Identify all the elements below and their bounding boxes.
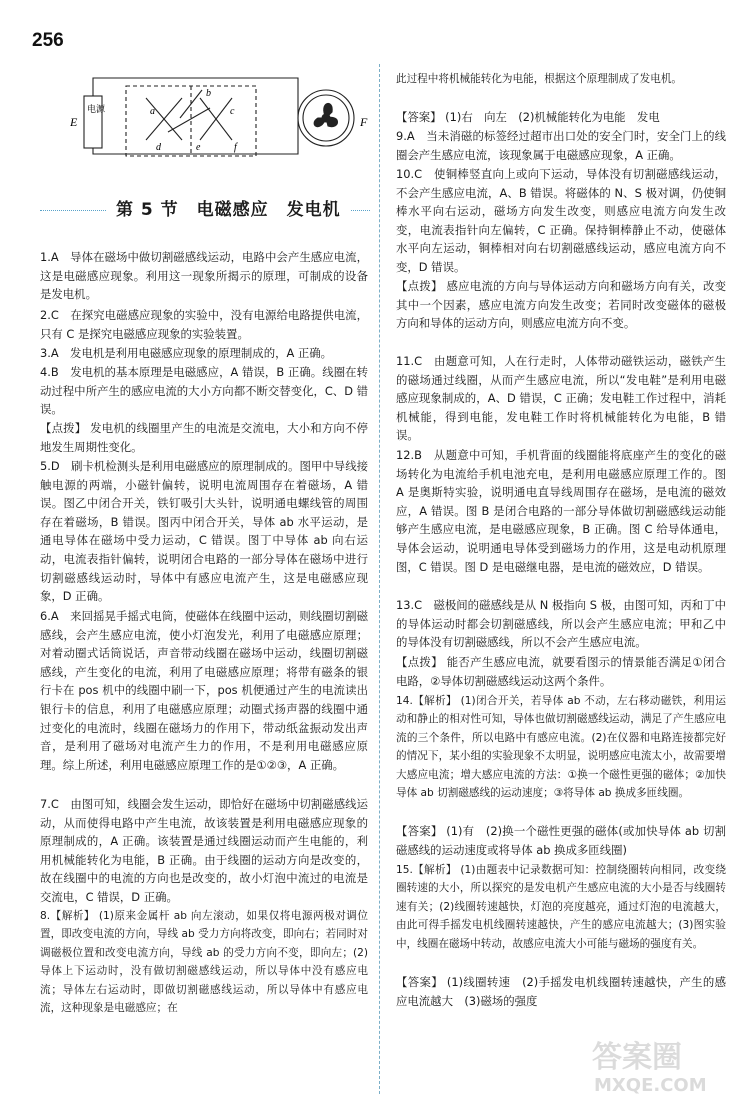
answer-14: 14.【解析】 (1)闭合开关，若导体 ab 不动，左右移动磁铁，利用运动和静止的相对性可知，导体也做切割磁感线运动，满足了产生感应电流的三个条件，所以电路中有感应电流。(2)在仪器和电路连接都完好的情况下，某小组的实验现象不太明显，说明感应电流太小，故需要增大感应电流；增大感应电流的方法：①换一个磁性更强的磁体；②加快导体 ab 切割磁感线的运动速度；③将导体 ab 换成多匝线圈。 (396, 695, 726, 800)
answer-6: 6.A 来回摇晃手摇式电筒，使磁体在线圈中运动，则线圈切割磁感线，会产生感应电流，使小灯泡发光，利用了电磁感应原理；对着动圈式话筒说话，声音带动线圈在磁场中运动，线圈切割磁感线，产生变化的电流，利用了电磁感应原理；将带有磁条的银行卡在 pos 机中的线圈中刷一下，pos 机便通过产生的电流读出银行卡的信息，利用了电磁感应原理；动圈式扬声器的线圈中通过变化的电流时，线圈在磁场力的作用下，带动纸盆振动发出声音，是利用了磁场对电流产生力的作用，不是利用电磁感应原理。综上所述，利用电磁感应原理工作的是①②③，A 正确。 (40, 609, 368, 772)
watermark-line2: MXQE.COM (594, 1075, 707, 1096)
label-b: b (206, 88, 211, 99)
label-c: c (230, 106, 235, 117)
answer-11: 11.C 由题意可知，人在行走时，人体带动磁铁运动，磁铁产生的磁场通过线圈，从而产生感应电流，所以“发电鞋”是利用电磁感应现象制成的，A、D 错误，C 正确；发电鞋工作过程中，消耗机械能，得到电能，发电鞋工作时将机械能转化为电能，B 错误。 (396, 354, 726, 443)
watermark-logo (582, 1029, 732, 1099)
answer-15: 15.【解析】 (1)由题表中记录数据可知：控制绕圈转向相同，改变绕圈转速的大小，所以探究的是发电机产生感应电流的大小是否与线圈转速有关；(2)线圈转速越快，灯泡的亮度越亮，通过灯泡的电流越大，由此可得手摇发电机线圈转速越快，产生的感应电流越大；(3)图实验中，线圈在磁场中转动，故感应电流大小可能与磁场的强度有关。 (396, 864, 726, 950)
answer-4: 4.B 发电机的基本原理是电磁感应，A 错误，B 正确。线圈在转动过程中所产生的感应电流的大小方向都不断交替变化，C、D 错误。 (40, 365, 368, 417)
answer-13: 13.C 磁极间的磁感线是从 N 极指向 S 极，由图可知，丙和丁中的导体运动时都会切割磁感线，所以会产生感应电流；甲和乙中的导体没有切割磁感线，所以不会产生感应电流。 (396, 598, 726, 650)
label-d: d (156, 142, 161, 153)
label-a: a (150, 106, 155, 117)
tip-10: 【点拨】 感应电流的方向与导体运动方向和磁场方向有关，改变其中一个因素，感应电流方向发生改变；若同时改变磁体的磁极方向和导体的运动方向，则感应电流方向不变。 (396, 279, 726, 331)
column-divider (379, 64, 380, 1094)
answer-5: 5.D 刷卡机检测头是利用电磁感应的原理制成的。图甲中导线接触电源的两端，小磁针偏转，说明电流周围存在着磁场，A 错误。图乙中闭合开关，铁钉吸引大头针，说明通电螺线管的周围存在着磁场，B 错误。图丙中闭合开关，导体 ab 水平运动，是通电导体在磁场中受力运动，C 错误。图丁中导体 ab 向右运动，电流表指针偏转，说明闭合电路的一部分导体在磁场中进行切割磁感线运动时，导体中有感应电流产生，这是电磁感应现象，D 正确。 (40, 459, 368, 604)
answer-12: 12.B 从题意中可知，手机背面的线圈能将底座产生的变化的磁场转化为电流给手机电池充电，是利用电磁感应原理工作的。图 A 是奥斯特实验，说明通电直导线周围存在磁场，是电流的磁效应，A 错误。图 B 是闭合电路的一部分导体做切割磁感线运动能够产生感应电流，是电磁感应现象，B 正确。图 C 给导体通电，导体会运动，说明通电导体受到磁场力的作用，这是电动机原理图，C 错误。图 D 是电磁继电器，是电流的磁效应，D 错误。 (396, 448, 726, 574)
watermark-line1: 答案圈 (592, 1040, 682, 1075)
answer-8-key: 【答案】 (1)右 向左 (2)机械能转化为电能 发电 (396, 110, 660, 124)
answer-7: 7.C 由图可知，线圈会发生运动，即恰好在磁场中切割磁感线运动，从而使得电路中产生电流，故该装置是利用电磁感应现象的原理制成的，A 正确。该装置是通过线圈运动而产生电能的，利用机械能转化为电能，B 正确。由于线圈的运动方向是改变的，故在线圈中的电流的方向也是改变的，故小灯泡中流过的电流是交流电，C 错误，D 正确。 (40, 797, 368, 904)
answer-15-key: 【答案】 (1)线圈转速 (2)手摇发电机线圈转速越快，产生的感应电流越大 (3)磁场的强度 (396, 975, 726, 1008)
answer-14-key: 【答案】 (1)有 (2)换一个磁性更强的磁体(或加快导体 ab 切割磁感线的运动速度或将导体 ab 换成多匝线圈) (396, 824, 726, 857)
source-label: 电源 (87, 105, 106, 115)
tip-4: 【点拨】 发电机的线圈里产生的电流是交流电，大小和方向不停地发生周期性变化。 (40, 421, 368, 454)
answer-10: 10.C 使铜棒竖直向上或向下运动，导体没有切割磁感线运动，不会产生感应电流，A、B 错误。将磁体的 N、S 极对调，仍使铜棒水平向右运动，磁场方向发生改变，则感应电流方向发生改变，电流表指针向左偏转，C 正确。保持铜棒静止不动，使磁体水平向左运动，铜棒相对向右切割磁感线运动，感应电流方向不变，D 错误。 (396, 167, 726, 274)
tip-13: 【点拨】 能否产生感应电流，就要看图示的情景能否满足①闭合电路，②导体切割磁感线运动这两个条件。 (396, 655, 726, 688)
label-f-small: f (234, 142, 237, 153)
section-title: 第 5 节 电磁感应 发电机 (106, 196, 351, 224)
answer-8-cont: 此过程中将机械能转化为电能，根据这个原理制成了发电机。 (396, 73, 683, 85)
answer-1: 1.A 导体在磁场中做切割磁感线运动，电路中会产生感应电流，这是电磁感应现象。利用这一现象所揭示的原理，可制成的设备是发电机。 (40, 250, 368, 302)
answer-8: 8.【解析】 (1)原来金属杆 ab 向左滚动，如果仅将电源两极对调位置，即改变电流的方向，导线 ab 受力方向将改变，即向右；若同时对调磁极位置和改变电流方向，导线 ab 的受力方向不变，即向左；(2)导体上下运动时，没有做切割磁感线运动，所以导体中没有感应电流；导体左右运动时，即做切割磁感线运动，所以导体中有感应电流，这种现象是电磁感应；在 (40, 910, 368, 1015)
label-e: E (70, 115, 78, 129)
label-f: F (360, 115, 368, 129)
answer-3: 3.A 发电机是利用电磁感应现象的原理制成的，A 正确。 (40, 346, 333, 360)
answer-2: 2.C 在探究电磁感应现象的实验中，没有电源给电路提供电流，只有 C 是探究电磁感应现象的实验装置。 (40, 308, 368, 341)
label-e-small: e (196, 142, 201, 153)
page-number: 256 (32, 30, 64, 51)
circuit-diagram (70, 68, 370, 173)
answer-9: 9.A 当未消磁的标签经过超市出口处的安全门时，安全门上的线圈会产生感应电流，该现象属于电磁感应现象，A 正确。 (396, 129, 726, 162)
